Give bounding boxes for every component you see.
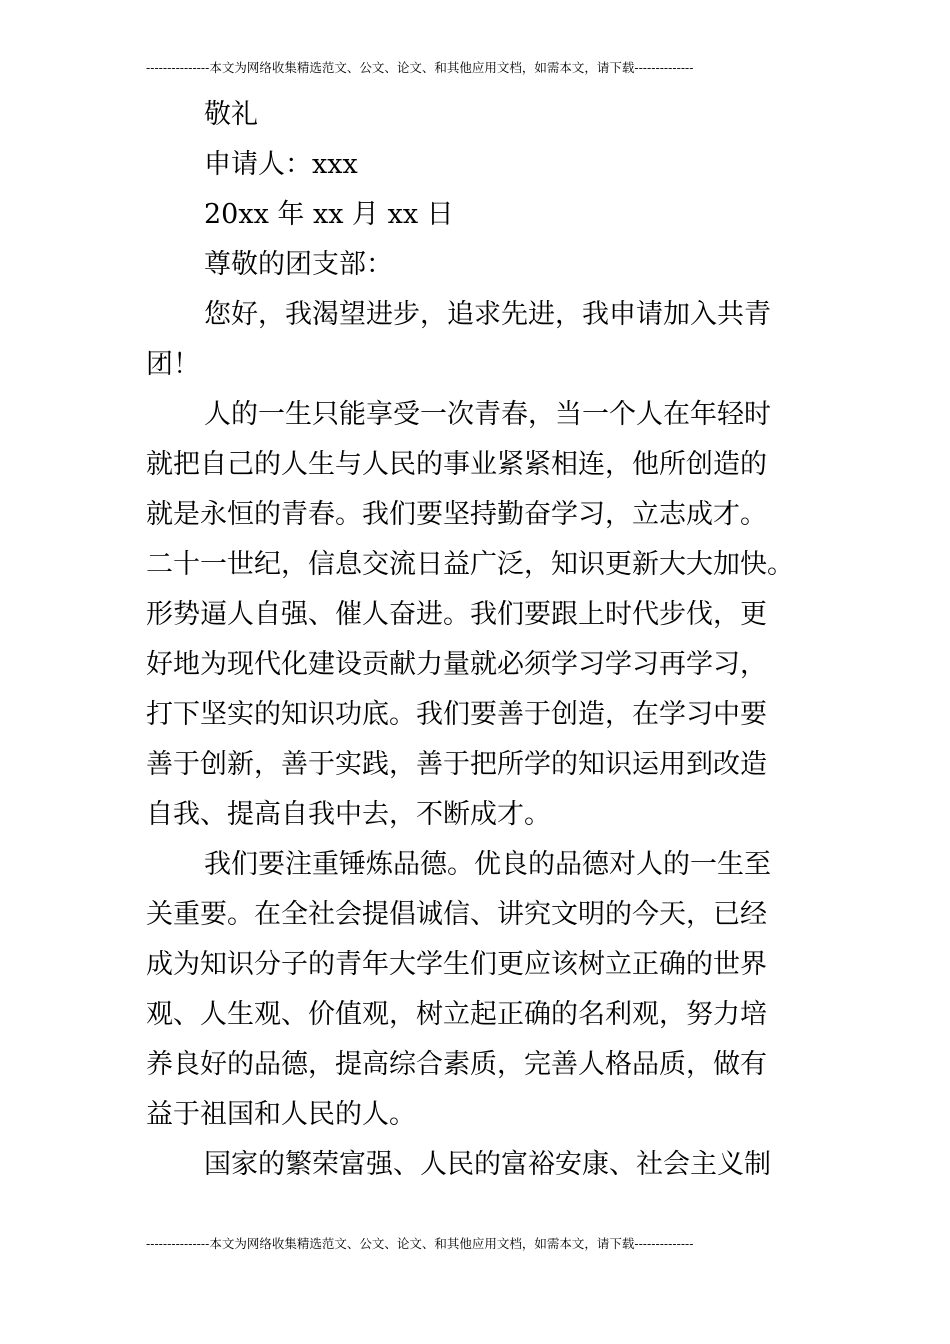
applicant-line: 申请人：xxx	[204, 149, 358, 180]
paragraph-line: 观、人生观、价值观，树立起正确的名利观，努力培	[146, 999, 767, 1030]
document-body	[146, 90, 806, 1190]
paragraph-line: 好地为现代化建设贡献力量就必须学习学习再学习，	[146, 649, 767, 680]
paragraph-line: 二十一世纪，信息交流日益广泛，知识更新大大加快。	[146, 549, 794, 580]
salutation: 尊敬的团支部：	[204, 249, 393, 280]
header-notice: ---------------本文为网络收集精选范文、公文、论文、和其他应用文档，如需本文，请下载--------------	[146, 60, 694, 75]
paragraph-line: 团！	[146, 349, 200, 380]
paragraph-line: 就把自己的人生与人民的事业紧紧相连，他所创造的	[146, 449, 767, 480]
paragraph-line: 国家的繁荣富强、人民的富裕安康、社会主义制	[204, 1149, 771, 1180]
paragraph-line: 人的一生只能享受一次青春，当一个人在年轻时	[204, 399, 771, 430]
paragraph-line: 就是永恒的青春。我们要坚持勤奋学习，立志成才。	[146, 499, 767, 530]
date-line: 20xx 年 xx 月 xx 日	[204, 199, 454, 230]
paragraph-line: 形势逼人自强、催人奋进。我们要跟上时代步伐，更	[146, 599, 767, 630]
paragraph-line: 自我、提高自我中去，不断成才。	[146, 799, 551, 830]
paragraph-line: 养良好的品德，提高综合素质，完善人格品质，做有	[146, 1049, 767, 1080]
paragraph-line: 我们要注重锤炼品德。优良的品德对人的一生至	[204, 849, 771, 880]
paragraph-line: 成为知识分子的青年大学生们更应该树立正确的世界	[146, 949, 767, 980]
paragraph-line: 善于创新，善于实践，善于把所学的知识运用到改造	[146, 749, 767, 780]
closing-salute: 敬礼	[204, 99, 258, 130]
paragraph-line: 您好，我渴望进步，追求先进，我申请加入共青	[204, 299, 771, 330]
paragraph-line: 关重要。在全社会提倡诚信、讲究文明的今天，已经	[146, 899, 767, 930]
paragraph-line: 打下坚实的知识功底。我们要善于创造，在学习中要	[146, 699, 767, 730]
paragraph-line: 益于祖国和人民的人。	[146, 1099, 416, 1130]
footer-notice: ---------------本文为网络收集精选范文、公文、论文、和其他应用文档，如需本文，请下载--------------	[146, 1236, 694, 1251]
